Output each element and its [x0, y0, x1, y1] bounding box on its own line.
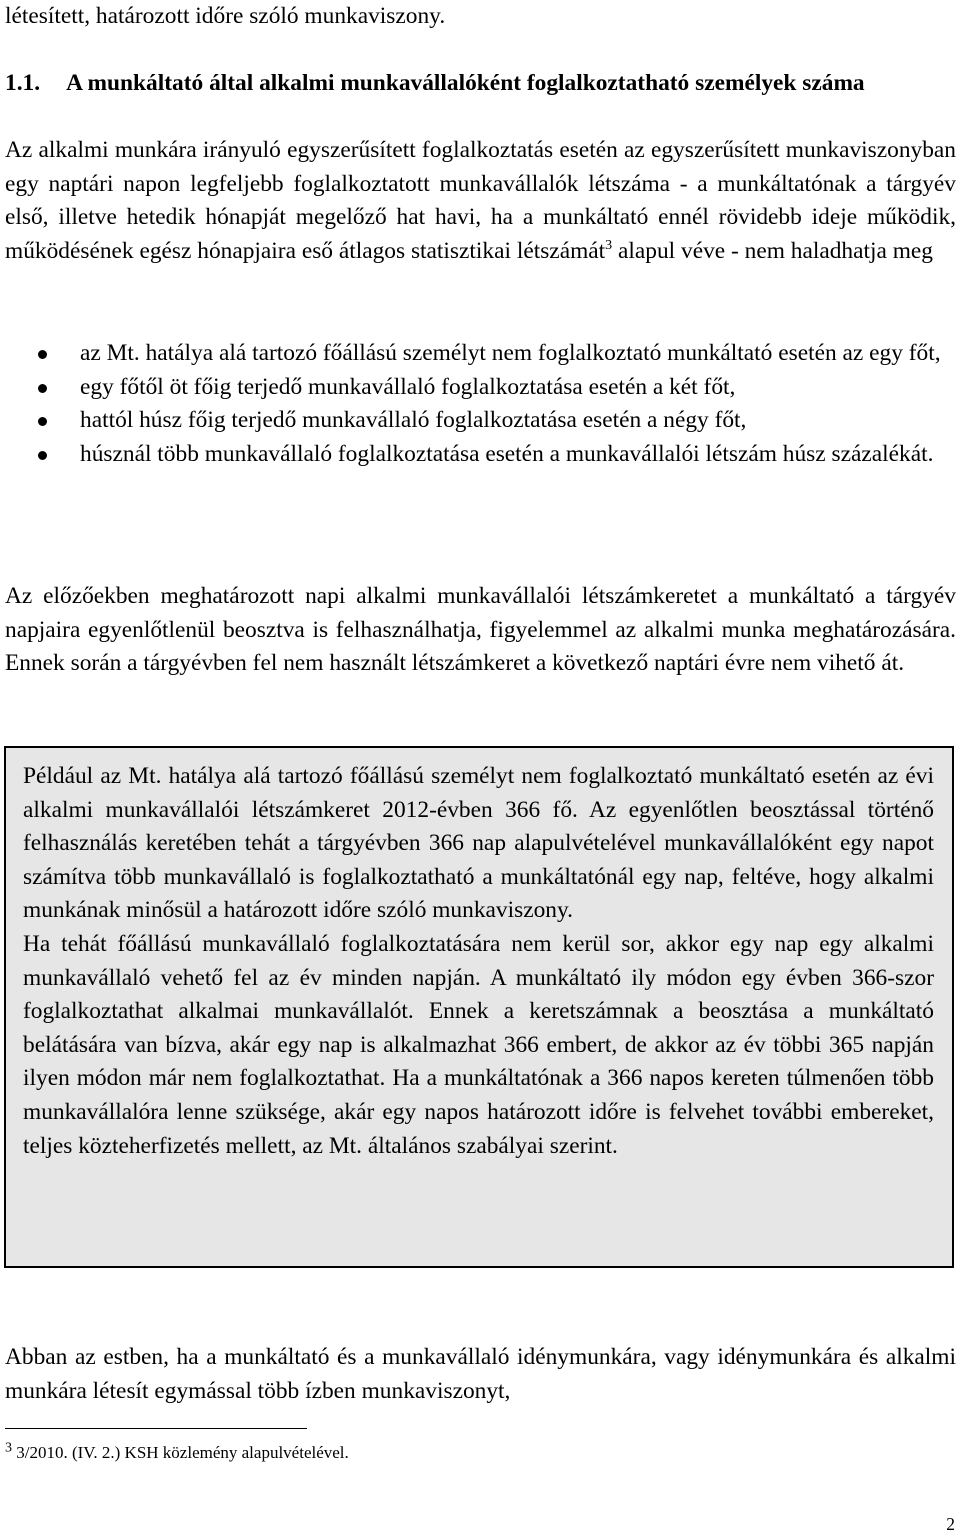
example-box [4, 746, 954, 1268]
list-item-text: húsznál több munkavállaló foglalkoztatása esetén a munkavállalói létszám húsz százalékát. [80, 440, 934, 467]
list-item [0, 371, 956, 405]
page-number: 2 [946, 1514, 955, 1534]
list-item [0, 337, 956, 371]
limits-bullet-list [0, 337, 956, 471]
list-item-text: egy főtől öt főig terjedő munkavállaló foglalkoztatása esetén a két főt, [80, 373, 736, 400]
footnote-marker: 3 [5, 1440, 12, 1456]
bullet-icon [38, 417, 47, 426]
footnote-reference: 3 [605, 237, 613, 253]
section-title: A munkáltató által alkalmi munkavállalóként foglalkoztatható személyek száma [66, 70, 865, 96]
bullet-icon [38, 350, 47, 359]
intro-text-after-footnote: alapul véve - nem haladhatja meg [612, 237, 933, 264]
list-item [0, 438, 956, 472]
footnote [5, 1441, 349, 1465]
example-paragraph-b: Ha tehát főállású munkavállaló foglalkoztatására nem kerül sor, akkor egy nap egy alkalmi munkavállaló vehető fel az év minden napján. A munkáltató ily módon egy évben 366-szor foglalkoztathat alkalmai munkavállalót. Ennek a keretszámnak a beosztása a munkáltató belátására van bízva, akár egy nap is alkalmazhat 366 embert, de akkor az év többi 365 napján ilyen módon már nem foglalkoztathat. Ha a munkáltatónak a 366 napos kereten túlmenően több munkavállalóra lenne szüksége, akár egy napos határozott időre is felvehet további embereket, teljes közteherfizetés mellett, az Mt. általános szabályai szerint. [23, 930, 934, 1159]
seasonal-paragraph: Abban az estben, ha a munkáltató és a munkavállaló idénymunkára, vagy idénymunkára és alkalmi munkára létesít egymással több ízben munkaviszonyt, [5, 1344, 956, 1404]
quota-paragraph: Az előzőekben meghatározott napi alkalmi munkavállalói létszámkeretet a munkáltató a tárgyév napjaira egyenlőtlenül beosztva is felhasználhatja, figyelemmel az alkalmi munka meghatározására. Ennek során a tárgyévben fel nem használt létszámkeret a következő naptári évre nem vihető át. [5, 583, 956, 677]
footnote-divider [5, 1428, 307, 1429]
intro-text-before-footnote: Az alkalmi munkára irányuló egyszerűsített foglalkoztatás esetén az egyszerűsített munkaviszonyban egy naptári napon legfeljebb foglalkoztatott munkavállalók létszáma - a munkáltatónak a tárgyév első, illetve hetedik hónapját megelőző hat havi, ha a munkáltató ennél rövidebb ideje működik, működésének egész hónapjaira eső átlagos statisztikai létszámát [5, 137, 956, 264]
example-paragraph-a: Például az Mt. hatálya alá tartozó főállású személyt nem foglalkoztató munkáltató esetén az évi alkalmi munkavállalói létszámkeret 2012-évben 366 fő. Az egyenlőtlen beosztással történő felhasználás keretében tehát a tárgyévben 366 nap alapulvételével munkavállalóként egy napot számítva több munkavállaló is foglalkoztatható a munkáltatónál egy nap, feltéve, hogy alkalmi munkának minősül a határozott időre szóló munkaviszony. [23, 763, 934, 924]
intro-paragraph [5, 134, 956, 268]
list-item-text: hattól húsz főig terjedő munkavállaló foglalkoztatása esetén a négy főt, [80, 407, 747, 434]
list-item [0, 404, 956, 438]
section-heading [5, 67, 956, 101]
footnote-text: 3/2010. (IV. 2.) KSH közlemény alapulvételével. [12, 1443, 349, 1462]
continued-text-line: létesített, határozott időre szóló munkaviszony. [5, 3, 446, 29]
section-number: 1.1. [5, 70, 41, 96]
bullet-icon [38, 451, 47, 460]
list-item-text: az Mt. hatálya alá tartozó főállású személyt nem foglalkoztató munkáltató esetén az egy főt, [80, 340, 941, 366]
bullet-icon [38, 384, 47, 393]
